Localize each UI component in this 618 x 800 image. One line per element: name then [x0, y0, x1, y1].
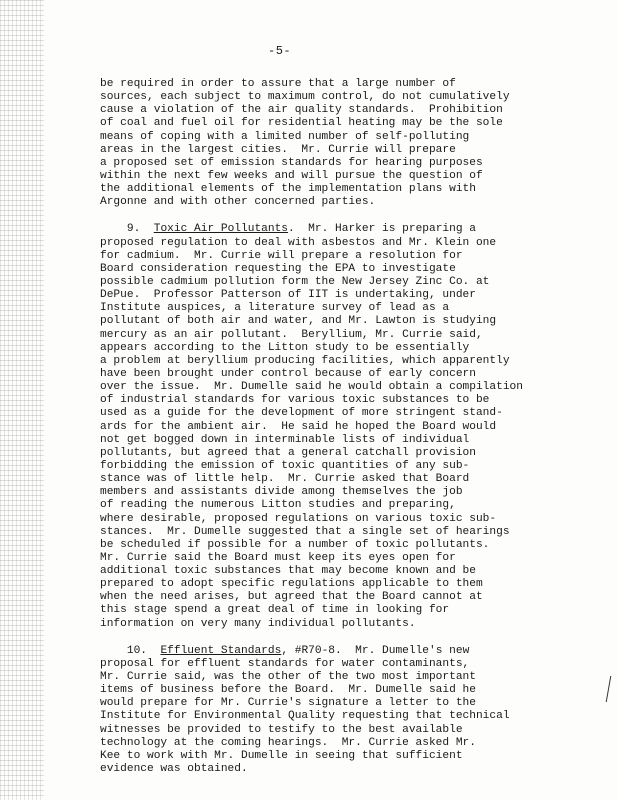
- text-line: technology at the coming hearings. Mr. Currie asked Mr.: [100, 736, 476, 749]
- text-line: Argonne and with other concerned parties.: [100, 196, 376, 209]
- text-line: Mr. Currie said the Board must keep its eyes open for: [100, 551, 456, 564]
- scan-edge-noise: [0, 0, 44, 800]
- text-line: additional toxic substances that may become known and be: [100, 565, 476, 578]
- pen-mark: [596, 676, 612, 702]
- text-line: witnesses be provided to testify to the best available: [100, 723, 463, 736]
- paragraph-8-continuation: [100, 78, 586, 209]
- text-line: areas in the largest cities. Mr. Currie will prepare: [100, 143, 456, 156]
- paragraph-9-number: 9.: [126, 223, 141, 236]
- text-line: appears according to the Litton study to be essentially: [100, 341, 470, 354]
- text-line: evidence was obtained.: [100, 763, 248, 776]
- text-line: Institute auspices, a literature survey of lead as a: [100, 302, 450, 315]
- text-line: for cadmium. Mr. Currie will prepare a resolution for: [100, 249, 463, 262]
- text-line: information on very many individual pollutants.: [100, 617, 416, 630]
- text-line: used as a guide for the development of more stringent stand-: [100, 407, 503, 420]
- text-line: pollutant of both air and water, and Mr. Lawton is studying: [100, 315, 497, 328]
- paragraph-10-number: 10.: [126, 644, 148, 657]
- text-line: of coal and fuel oil for residential heating may be the sole: [100, 117, 503, 130]
- text-line: where desirable, proposed regulations on various toxic sub-: [100, 512, 497, 525]
- text-line: within the next few weeks and will pursue the question of: [100, 169, 483, 182]
- text-line: DePue. Professor Patterson of IIT is undertaking, under: [100, 289, 476, 302]
- text-line: ards for the ambient air. He said he hoped the Board would: [100, 420, 497, 433]
- text-line: members and assistants divide among themselves the job: [100, 486, 463, 499]
- paragraph-9: [100, 223, 586, 630]
- text-line: proposal for effluent standards for water contaminants,: [100, 657, 470, 670]
- text-line: have been brought under control because of early concern: [100, 367, 476, 380]
- text-line: cause a violation of the air quality standards. Prohibition: [100, 104, 503, 117]
- text-line: when the need arises, but agreed that the Board cannot at: [100, 591, 483, 604]
- page-number: -5-: [268, 44, 292, 58]
- text-line: possible cadmium pollution form the New Jersey Zinc Co. at: [100, 275, 490, 288]
- paragraph-9-heading: Toxic Air Pollutants: [153, 223, 289, 236]
- document-body: [100, 78, 586, 776]
- text-line: Mr. Currie said, was the other of the two most important: [100, 671, 476, 684]
- paragraph-10-first-line: [100, 645, 586, 658]
- text-line: forbidding the emission of toxic quantities of any sub-: [100, 459, 470, 472]
- text-line: not get bogged down in interminable lists of individual: [100, 433, 470, 446]
- text-line: a problem at beryllium producing facilities, which apparently: [100, 354, 510, 367]
- text-line: items of business before the Board. Mr. Dumelle said he: [100, 684, 476, 697]
- text-line: stance was of little help. Mr. Currie asked that Board: [100, 473, 470, 486]
- text-line: stances. Mr. Dumelle suggested that a single set of hearings: [100, 525, 510, 538]
- text-line: over the issue. Mr. Dumelle said he would obtain a compilation: [100, 381, 523, 394]
- text-line: be scheduled if possible for a number of toxic pollutants.: [100, 538, 490, 551]
- paragraph-9-first-line: [100, 223, 586, 236]
- text-line: this stage spend a great deal of time in looking for: [100, 604, 450, 617]
- text-line: means of coping with a limited number of self-polluting: [100, 130, 470, 143]
- text-line: Institute for Environmental Quality requesting that technical: [100, 710, 510, 723]
- text-line: proposed regulation to deal with asbestos and Mr. Klein one: [100, 236, 497, 249]
- text-line: be required in order to assure that a large number of: [100, 78, 456, 90]
- text-line: sources, each subject to maximum control, do not cumulatively: [100, 91, 510, 104]
- paragraph-9-first-line-rest: . Mr. Harker is preparing a: [288, 223, 476, 236]
- text-line: would prepare for Mr. Currie's signature a letter to the: [100, 697, 476, 710]
- paragraph-10-heading: Effluent Standards: [160, 644, 282, 657]
- paragraph-10-first-line-rest: , #R70-8. Mr. Dumelle's new: [281, 644, 470, 657]
- text-line: of industrial standards for various toxic substances to be: [100, 394, 490, 407]
- text-line: a proposed set of emission standards for hearing purposes: [100, 156, 483, 169]
- text-line: pollutants, but agreed that a general catchall provision: [100, 446, 476, 459]
- text-line: Board consideration requesting the EPA to investigate: [100, 262, 456, 275]
- text-line: mercury as an air pollutant. Beryllium, Mr. Currie said,: [100, 328, 483, 341]
- text-line: of reading the numerous Litton studies and preparing,: [100, 499, 456, 512]
- paragraph-10: [100, 645, 586, 776]
- text-line: the additional elements of the implementation plans with: [100, 183, 476, 196]
- text-line: prepared to adopt specific regulations applicable to them: [100, 578, 483, 591]
- text-line: Kee to work with Mr. Dumelle in seeing that sufficient: [100, 749, 463, 762]
